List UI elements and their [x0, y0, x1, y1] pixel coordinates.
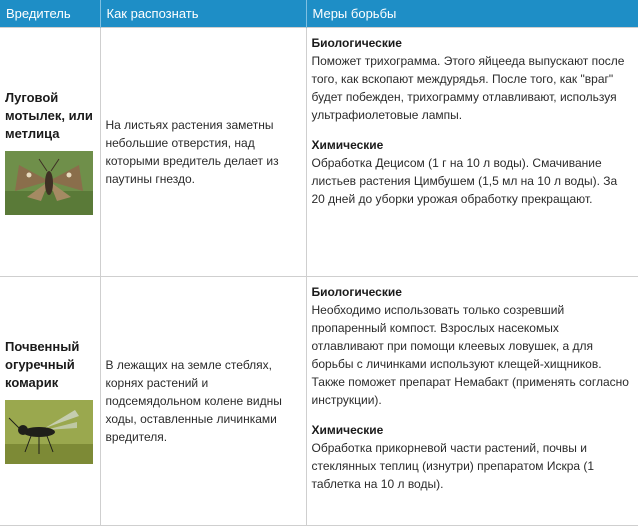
chem-text: Обработка Децисом (1 г на 10 л воды). Смачивание листьев растения Цимбушем (1,5 мл на 10 л воды). За 20 дней до уборки урожая обработку прекращают. [311, 156, 618, 206]
pest-name: Почвенный огуречный комарик [5, 339, 80, 390]
header-recognize: Как распознать [100, 0, 306, 28]
bio-text: Поможет трихограмма. Этого яйцееда выпускают после того, как вскопают междурядья. После того, как "враг" будет побежден, трихограмму отлавливают, используя ультрафиолетовые лампы. [311, 54, 625, 122]
moth-icon [5, 151, 93, 215]
bio-title: Биологические [311, 285, 402, 299]
gnat-icon [5, 400, 93, 464]
header-measures: Меры борьбы [306, 0, 638, 28]
chem-title: Химические [311, 138, 384, 152]
bio-text: Необходимо использовать только созревший пропаренный компост. Взрослых насекомых отлавливают при помощи клеевых ловушек, а для борьбы с личинками используют клещей-хищников. Также поможет препарат Немабакт (применять согласно инструкции). [311, 303, 629, 407]
table-row [0, 28, 638, 277]
pest-name: Луговой мотылек, или метлица [5, 90, 93, 141]
measures-cell [306, 277, 638, 526]
recognize-cell: На листьях растения заметны небольшие отверстия, над которыми вредитель делает из паутины гнездо. [100, 28, 306, 277]
chem-text: Обработка прикорневой части растений, почвы и стеклянных теплиц (изнутри) препаратом Искра (1 таблетка на 10 л воды). [311, 441, 595, 491]
bio-title: Биологические [311, 36, 402, 50]
chem-title: Химические [311, 423, 384, 437]
table-header-row [0, 0, 638, 28]
measures-cell [306, 28, 638, 277]
header-pest: Вредитель [0, 0, 100, 28]
table-row [0, 277, 638, 526]
pest-cell [0, 28, 100, 277]
recognize-cell: В лежащих на земле стеблях, корнях растений и подсемядольном колене видны ходы, оставленные личинками вредителя. [100, 277, 306, 526]
pest-cell [0, 277, 100, 526]
